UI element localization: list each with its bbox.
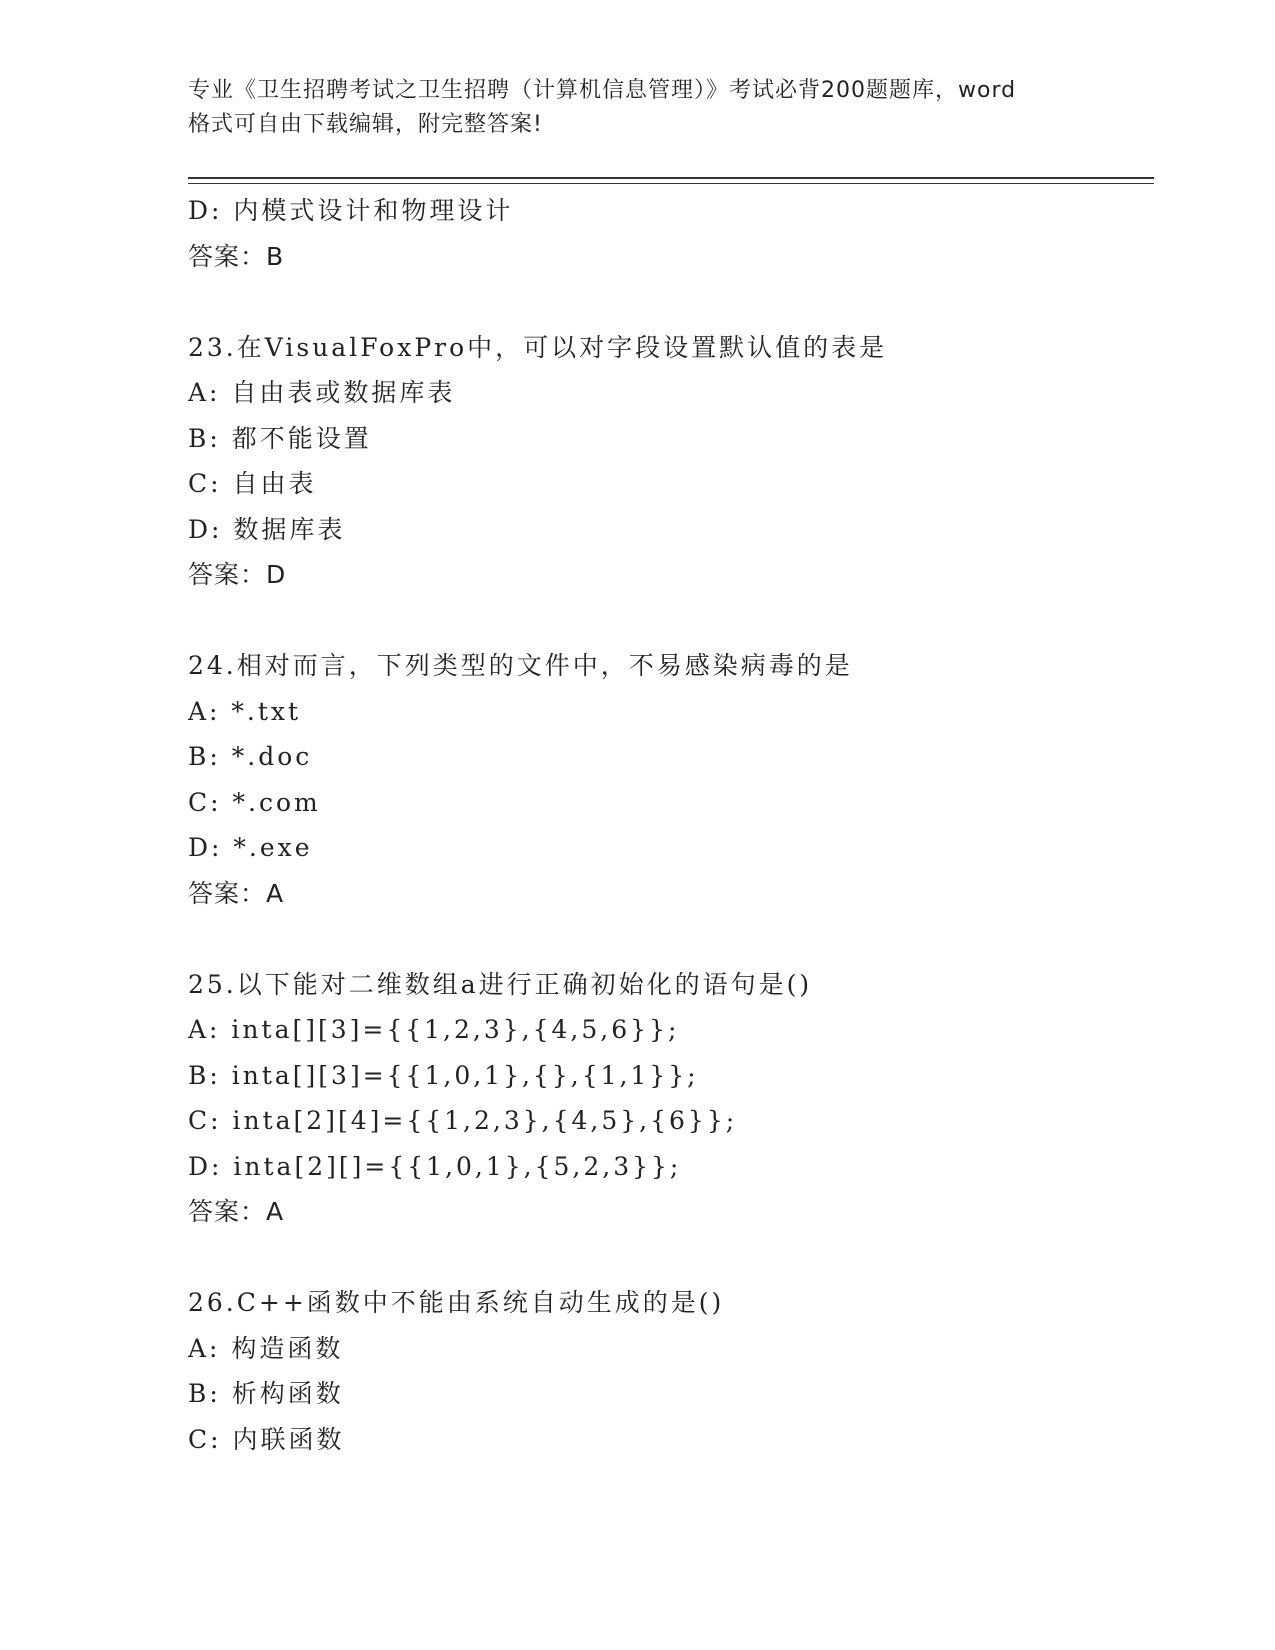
question-line: D: 数据库表 [188,514,346,544]
question-line: B: inta[][3]={{1,0,1},{},{1,1}}; [188,1060,699,1090]
question-line: 26.C++函数中不能由系统自动生成的是() [188,1288,725,1317]
question-line: C: 内联函数 [188,1424,345,1454]
question-line: 25.以下能对二维数组a进行正确初始化的语句是() [188,969,813,999]
question-line: C: inta[2][4]={{1,2,3},{4,5},{6}}; [188,1106,738,1135]
header-divider-thin [188,183,1154,184]
header-line-2: 格式可自由下载编辑，附完整答案! [188,112,543,137]
answer-line: 答案：B [188,241,285,271]
question-line: D: 内模式设计和物理设计 [188,196,514,225]
question-line: 23.在VisualFoxPro中，可以对字段设置默认值的表是 [188,332,888,362]
spacer [188,598,1148,644]
spacer [188,1235,1148,1281]
answer-line: 答案：D [188,560,287,589]
question-line: A: 构造函数 [188,1333,344,1363]
header-divider-thick [188,177,1154,179]
question-line: C: 自由表 [188,469,317,498]
question-line: B: *.doc [188,742,313,771]
spacer [188,916,1148,962]
question-line: B: 析构函数 [188,1379,344,1408]
question-line: C: *.com [188,787,321,817]
question-line: A: 自由表或数据库表 [188,378,456,407]
question-line: A: *.txt [188,696,302,726]
question-line: B: 都不能设置 [188,423,372,453]
document-header [188,74,1088,142]
answer-line: 答案：A [188,878,285,908]
question-line: A: inta[][3]={{1,2,3},{4,5,6}}; [188,1015,680,1044]
question-line: D: *.exe [188,833,313,862]
header-line-1: 专业《卫生招聘考试之卫生招聘（计算机信息管理）》考试必背200题题库，word [188,78,1017,103]
answer-line: 答案：A [188,1197,285,1226]
question-content [188,188,1148,1462]
spacer [188,279,1148,325]
question-line: 24.相对而言，下列类型的文件中，不易感染病毒的是 [188,651,853,680]
question-line: D: inta[2][]={{1,0,1},{5,2,3}}; [188,1151,682,1181]
